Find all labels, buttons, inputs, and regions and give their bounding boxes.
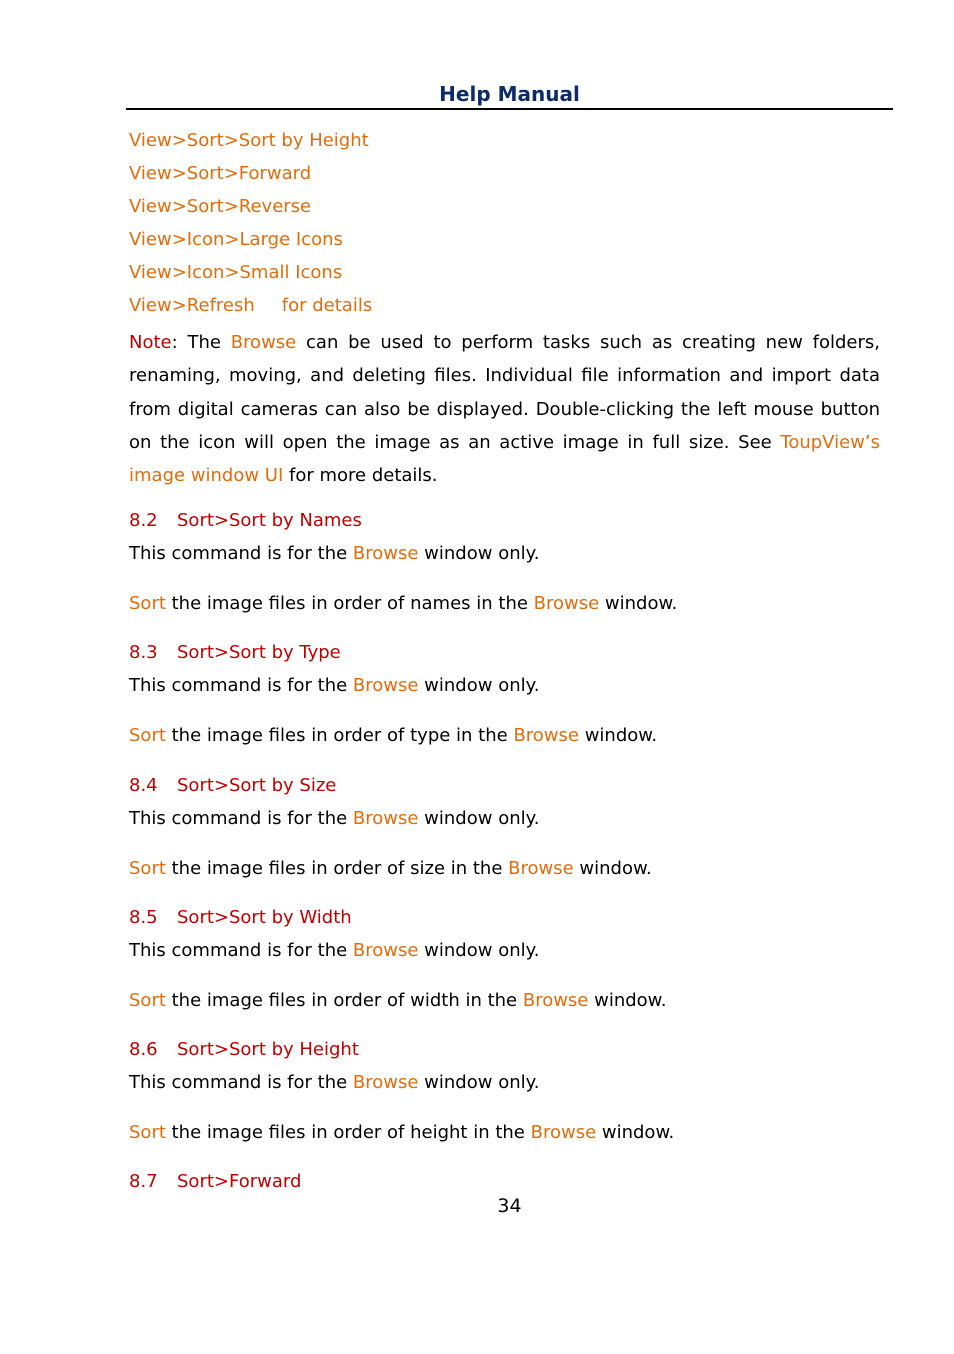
list-item xyxy=(129,194,372,227)
section-8-2 xyxy=(129,508,889,617)
note-browse-link[interactable]: Browse xyxy=(230,332,297,353)
text: the image files in order of size in the xyxy=(165,858,509,879)
text: This command is for the xyxy=(129,808,353,829)
menu-link-forward[interactable]: View>Sort>Forward xyxy=(129,163,312,184)
text: window. xyxy=(573,858,652,879)
note-paragraph xyxy=(129,326,880,492)
list-item xyxy=(129,128,372,161)
sort-link[interactable]: Sort xyxy=(129,990,166,1011)
text: window only. xyxy=(418,675,540,696)
text: This command is for the xyxy=(129,940,353,961)
section-8-4 xyxy=(129,773,889,882)
text: window only. xyxy=(418,808,540,829)
menu-link-large-icons[interactable]: View>Icon>Large Icons xyxy=(129,229,343,250)
section-line-2 xyxy=(129,591,889,617)
section-line-1 xyxy=(129,541,889,591)
browse-link[interactable]: Browse xyxy=(533,593,600,614)
note-label: Note xyxy=(129,332,172,353)
text: window. xyxy=(588,990,667,1011)
list-item xyxy=(129,227,372,260)
section-number: 8.6 xyxy=(129,1039,158,1060)
text: window. xyxy=(578,725,658,746)
text: the image files in order of names in the xyxy=(165,593,534,614)
section-title: Sort>Sort by Names xyxy=(177,510,362,531)
list-item xyxy=(129,161,372,194)
page-number: 34 xyxy=(497,1195,522,1217)
section-line-1 xyxy=(129,938,889,988)
menu-link-small-icons[interactable]: View>Icon>Small Icons xyxy=(129,262,343,283)
section-number: 8.4 xyxy=(129,775,158,796)
section-line-1 xyxy=(129,806,889,856)
browse-link[interactable]: Browse xyxy=(352,808,419,829)
sort-link[interactable]: Sort xyxy=(129,858,166,879)
text: window only. xyxy=(418,1072,540,1093)
section-number: 8.3 xyxy=(129,642,158,663)
section-number: 8.5 xyxy=(129,907,158,928)
text: the image files in order of type in the xyxy=(165,725,514,746)
browse-link[interactable]: Browse xyxy=(522,990,589,1011)
note-ui-link[interactable]: ToupView’s image window UI xyxy=(129,431,880,487)
section-8-3 xyxy=(129,640,889,749)
section-8-5 xyxy=(129,905,889,1014)
section-title: Sort>Forward xyxy=(177,1171,302,1192)
section-line-1 xyxy=(129,673,889,723)
note-body: can be used to perform tasks such as creating new folders, renaming, moving, and deleting files. Individual file information and import data from digital cameras can also be displayed. Double-clicking the left mouse button on the icon will open the image as an active image in full size. See xyxy=(129,332,880,453)
section-line-2 xyxy=(129,988,889,1014)
browse-link[interactable]: Browse xyxy=(352,543,419,564)
section-title: Sort>Sort by Width xyxy=(177,907,352,928)
text: window only. xyxy=(418,543,540,564)
menu-link-refresh[interactable]: View>Refresh xyxy=(129,295,255,316)
section-heading xyxy=(129,773,889,806)
text: the image files in order of width in the xyxy=(165,990,523,1011)
section-line-2 xyxy=(129,1120,889,1146)
text: window only. xyxy=(418,940,540,961)
section-heading xyxy=(129,1037,889,1070)
menu-link-sort-by-height[interactable]: View>Sort>Sort by Height xyxy=(129,130,369,151)
text: window. xyxy=(596,1122,675,1143)
section-line-1 xyxy=(129,1070,889,1120)
section-heading xyxy=(129,640,889,673)
browse-link[interactable]: Browse xyxy=(352,940,419,961)
sort-link[interactable]: Sort xyxy=(129,593,166,614)
section-title: Sort>Sort by Type xyxy=(177,642,341,663)
menu-link-reverse[interactable]: View>Sort>Reverse xyxy=(129,196,312,217)
browse-link[interactable]: Browse xyxy=(530,1122,597,1143)
section-title: Sort>Sort by Height xyxy=(177,1039,359,1060)
list-item xyxy=(129,260,372,293)
note-colon: : The xyxy=(171,332,231,353)
browse-link[interactable]: Browse xyxy=(352,1072,419,1093)
text: This command is for the xyxy=(129,675,353,696)
text: window. xyxy=(599,593,678,614)
text: This command is for the xyxy=(129,1072,353,1093)
section-title: Sort>Sort by Size xyxy=(177,775,337,796)
section-heading xyxy=(129,905,889,938)
note-tail: for more details. xyxy=(283,465,438,487)
menu-link-list xyxy=(129,128,372,326)
text: the image files in order of height in the xyxy=(165,1122,531,1143)
text: This command is for the xyxy=(129,543,353,564)
list-item xyxy=(129,293,372,326)
browse-link[interactable]: Browse xyxy=(352,675,419,696)
section-line-2 xyxy=(129,723,889,749)
header-divider xyxy=(126,108,893,110)
sort-link[interactable]: Sort xyxy=(129,725,166,746)
section-heading xyxy=(129,508,889,541)
browse-link[interactable]: Browse xyxy=(513,725,579,746)
section-line-2 xyxy=(129,856,889,882)
menu-link-refresh-suffix[interactable]: for details xyxy=(281,295,373,316)
page-header-title: Help Manual xyxy=(439,82,580,106)
section-8-6 xyxy=(129,1037,889,1146)
section-number: 8.2 xyxy=(129,510,158,531)
sort-link[interactable]: Sort xyxy=(129,1122,166,1143)
section-number: 8.7 xyxy=(129,1171,158,1192)
browse-link[interactable]: Browse xyxy=(508,858,574,879)
